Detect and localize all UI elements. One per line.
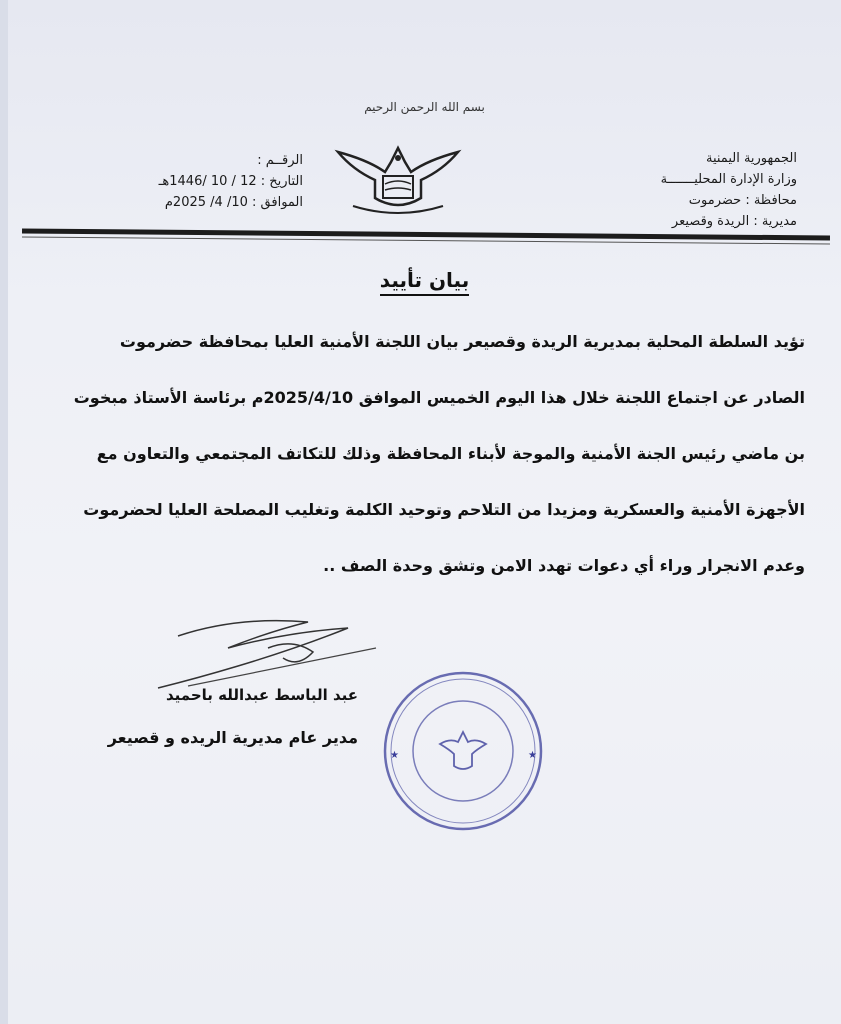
stamp-emblem-icon [440, 732, 486, 769]
basmala: بسم الله الرحمن الرحيم [364, 100, 485, 114]
document-sheet [8, 0, 841, 1024]
issuer-district: مديرية : الريدة وقصيعر [671, 214, 797, 229]
issuer-block [567, 148, 797, 232]
gregorian-date: الموافق : 10/ 4/ 2025م [164, 195, 303, 210]
stamp-star-icon [390, 750, 537, 761]
document-title [8, 268, 841, 292]
eagle-emblem-icon [333, 140, 463, 220]
document-title-text: بيان تأييد [380, 268, 469, 296]
statement-line: بن ماضي رئيس الجنة الأمنية والموجة لأبناء المحافظة وذلك للتكاتف المجتمعي والتعاون مع [96, 444, 805, 463]
statement-line: الأجهزة الأمنية والعسكرية ومزيدا من التلاحم وتوحيد الكلمة وتغليب المصلحة العليا لحضرموت [83, 500, 805, 519]
statement-line: الصادر عن اجتماع اللجنة خلال هذا اليوم الخميس الموافق 2025/4/10م برئاسة الأستاذ مبخوت [73, 388, 805, 407]
statement-line: وعدم الانجرار وراء أي دعوات تهدد الامن وتشق وحدة الصف .. [323, 556, 805, 575]
issuer-ministry: وزارة الإدارة المحليـــــــة [660, 172, 797, 187]
statement-line: تؤيد السلطة المحلية بمديرية الريدة وقصيعر بيان اللجنة الأمنية العليا بمحافظة حضرموت [119, 332, 805, 351]
signatory-position: مدير عام مديرية الريده و قصيعر [107, 728, 358, 747]
signatory-name: عبد الباسط عبدالله باحميد [166, 686, 358, 704]
issuer-governorate: محافظة : حضرموت [688, 193, 797, 208]
statement-body [15, 322, 805, 602]
reference-block [103, 150, 303, 213]
handwritten-signature [118, 608, 378, 698]
issuer-country: الجمهورية اليمنية [705, 151, 797, 166]
svg-text:★: ★ [528, 750, 537, 761]
ref-number: الرقــم : [257, 153, 303, 168]
svg-text:★: ★ [390, 750, 399, 761]
hijri-date: التاريخ : 12 / 10 /1446هـ [158, 174, 303, 189]
official-stamp [380, 668, 546, 834]
